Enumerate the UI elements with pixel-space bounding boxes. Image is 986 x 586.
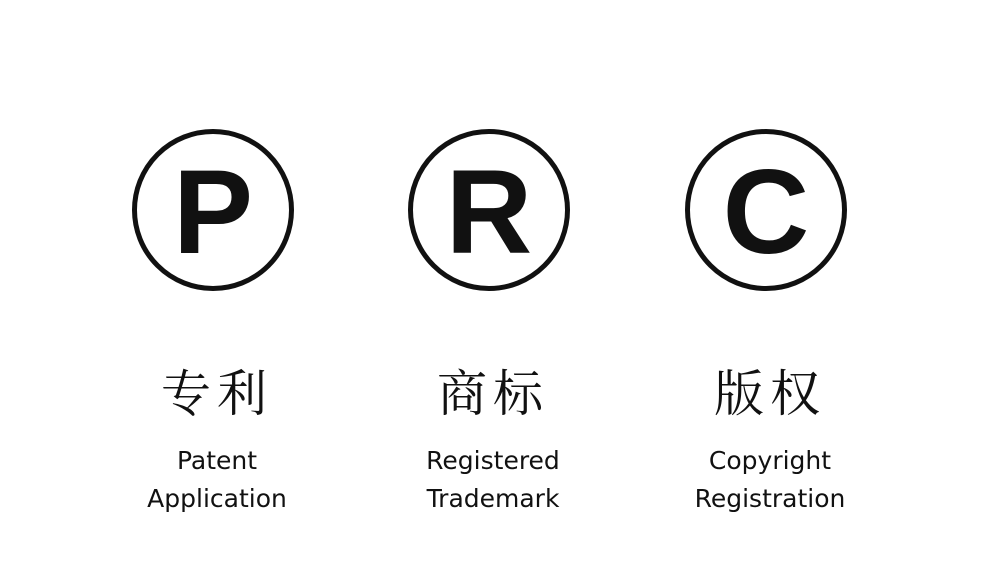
copyright-english-label bbox=[660, 442, 880, 518]
trademark-item bbox=[383, 0, 603, 586]
patent-chinese-label: 专利 bbox=[161, 365, 273, 423]
copyright-english-line-2: Registration bbox=[694, 484, 846, 513]
trademark-chinese-label: 商标 bbox=[437, 365, 549, 423]
trademark-symbol-letter: R bbox=[445, 145, 533, 279]
registered-trademark-icon bbox=[408, 129, 570, 291]
trademark-english-line-1: Registered bbox=[426, 446, 560, 475]
patent-item bbox=[107, 0, 327, 586]
patent-english-label bbox=[107, 442, 327, 518]
patent-english-line-2: Application bbox=[147, 484, 287, 513]
copyright-symbol-letter: C bbox=[722, 145, 810, 279]
copyright-icon bbox=[685, 129, 847, 291]
patent-symbol-icon bbox=[132, 129, 294, 291]
copyright-english-line-1: Copyright bbox=[708, 446, 832, 475]
copyright-item bbox=[660, 0, 880, 586]
patent-symbol-letter: P bbox=[172, 145, 254, 279]
trademark-english-label bbox=[383, 442, 603, 518]
patent-english-line-1: Patent bbox=[176, 446, 258, 475]
trademark-english-line-2: Trademark bbox=[426, 484, 560, 513]
copyright-chinese-label: 版权 bbox=[714, 365, 826, 423]
